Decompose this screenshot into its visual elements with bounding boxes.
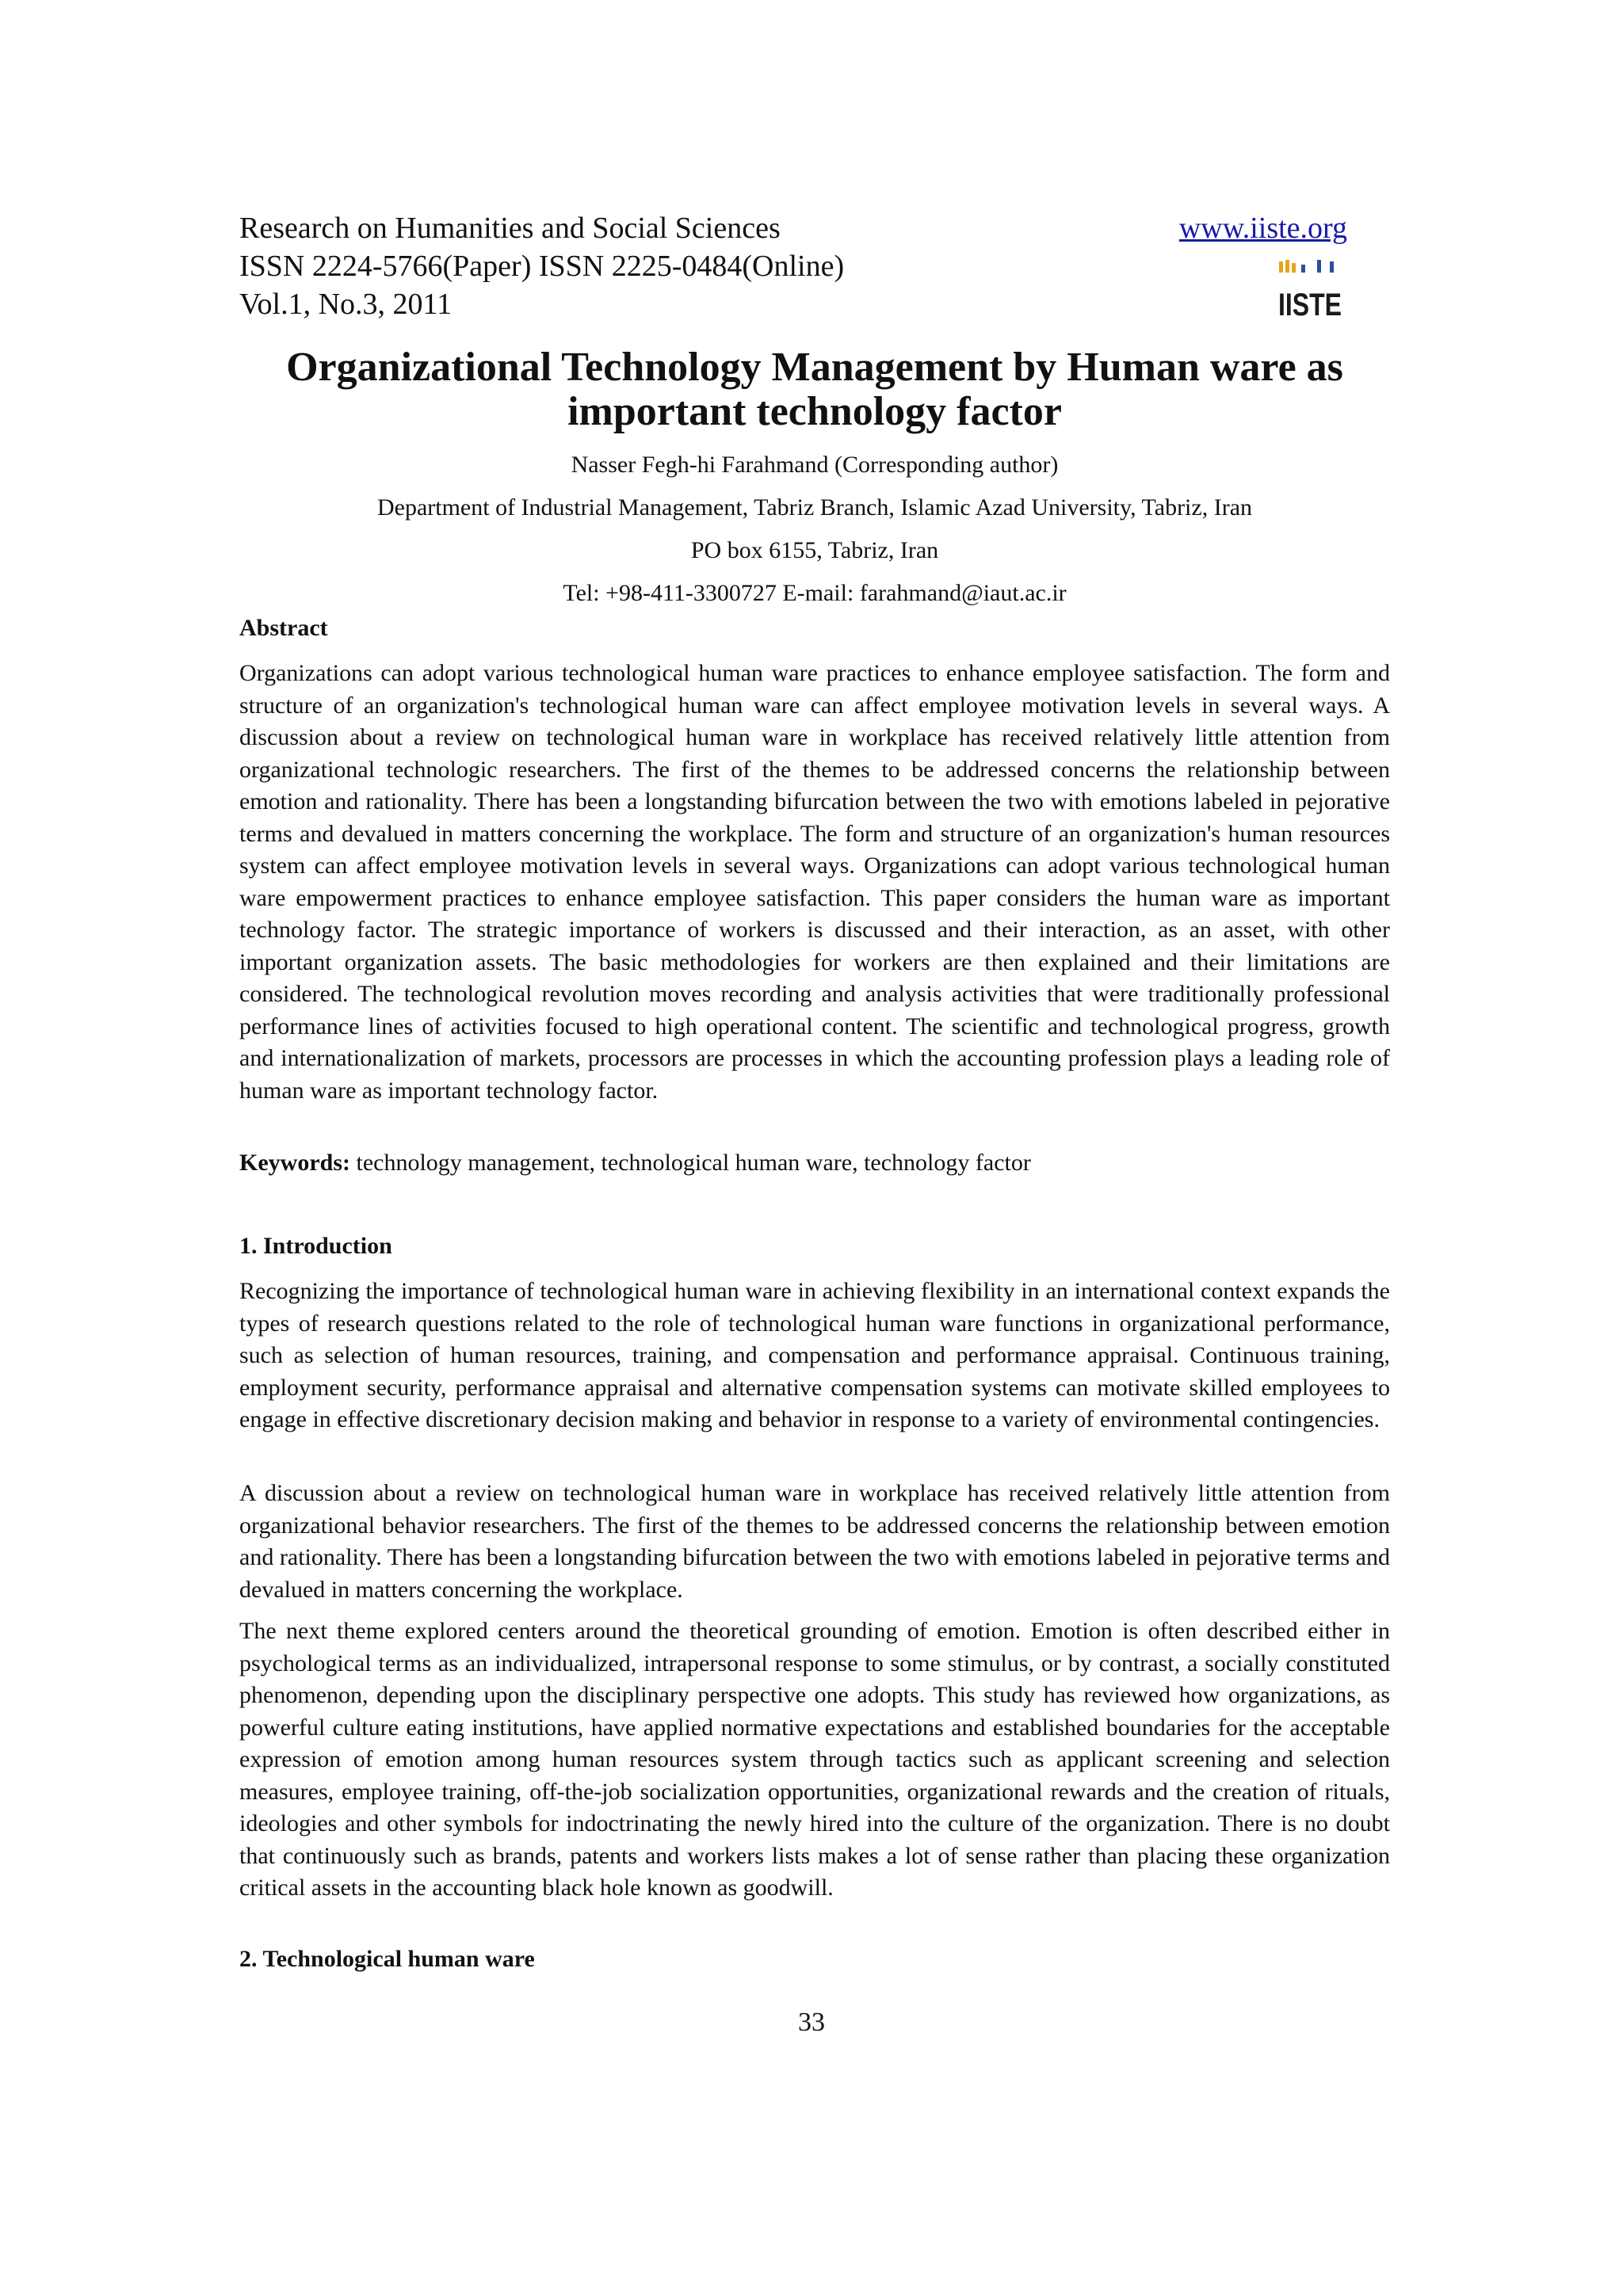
author-contact: Tel: +98-411-3300727 E-mail: farahmand@iaut.ac.ir xyxy=(563,580,1067,606)
author-address: PO box 6155, Tabriz, Iran xyxy=(690,537,939,563)
author-block xyxy=(239,444,1390,615)
journal-issn: ISSN 2224-5766(Paper) ISSN 2225-0484(Online) xyxy=(239,250,845,283)
introduction-heading: 1. Introduction xyxy=(239,1233,392,1259)
logo-text: IISTE xyxy=(1278,288,1342,322)
abstract-paragraph: Organizations can adopt various technological human ware practices to enhance employee satisfaction. The form and structure of an organization's technological human ware can affect employee motivation levels in several ways. A discussion about a review on technological human ware in workplace has received relatively little attention from organizational technologic researchers. The first of the themes to be addressed concerns the relationship between emotion and rationality. There has been a longstanding bifurcation between the two with emotions labeled in pejorative terms and devalued in matters concerning the workplace. The form and structure of an organization's human resources system can affect employee motivation levels in several ways. Organizations can adopt various technological human ware empowerment practices to enhance employee satisfaction. This paper considers the human ware as important technology factor. The strategic importance of workers is discussed and their interaction, as an asset, with other important organization assets. The basic methodologies for workers are then explained and their limitations are considered. The technological revolution moves recording and analysis activities that were traditionally professional performance lines of activities focused to high operational content. The scientific and technological progress, growth and internationalization of markets, processors are processes in which the accounting profession plays a leading role of human ware as important technology factor. xyxy=(239,660,1390,1104)
logo-bar-3 xyxy=(1292,263,1296,273)
logo-bar-1 xyxy=(1279,261,1283,273)
journal-name: Research on Humanities and Social Sciences xyxy=(239,212,781,245)
logo-bar-2 xyxy=(1285,260,1289,273)
paper-title xyxy=(239,345,1390,434)
paragraph-text: The next theme explored centers around the theoretical grounding of emotion. Emotion is often described either in psychological terms as an individualized, intrapersonal response to some stimulus, or by contrast, a socially constituted phenomenon, depending upon the disciplinary perspective one adopts. This study has reviewed how organizations, as powerful culture eating institutions, have applied normative expectations and established boundaries for the acceptable expression of emotion among human resources system through tactics such as applicant screening and selection measures, employee training, off-the-job socialization opportunities, organizational rewards and the creation of rituals, ideologies and other symbols for indoctrinating the newly hired into the culture of the organization. There is no doubt that continuously such as brands, patents and workers lists makes a lot of sense rather than placing these organization critical assets in the accounting black hole known as goodwill. xyxy=(239,1618,1390,1901)
keywords-text: technology management, technological human ware, technology factor xyxy=(349,1150,1031,1176)
introduction-paragraph-3 xyxy=(239,1615,1390,1905)
author-name: Nasser Fegh-hi Farahmand (Corresponding author) xyxy=(571,452,1059,478)
title-line-1: Organizational Technology Management by Human ware as xyxy=(286,345,1343,390)
paragraph-text: Recognizing the importance of technological human ware in achieving flexibility in an international context expands the types of research questions related to the role of technological human ware functions in organizational performance, such as selection of human resources, training, and compensation and performance appraisal. Continuous training, employment security, performance appraisal and alternative compensation systems can motivate skilled employees to engage in effective discretionary decision making and behavior in response to a variety of environmental contingencies. xyxy=(239,1278,1390,1432)
keywords-line xyxy=(239,1147,1031,1179)
journal-header xyxy=(239,209,844,323)
paragraph-text: A discussion about a review on technological human ware in workplace has received relatively little attention from organizational behavior researchers. The first of the themes to be addressed concerns the relationship between emotion and rationality. There has been a longstanding bifurcation between the two with emotions labeled in pejorative terms and devalued in matters concerning the workplace. xyxy=(239,1480,1390,1603)
author-department: Department of Industrial Management, Tabriz Branch, Islamic Azad University, Tabriz, Iran xyxy=(376,494,1253,521)
section-2-heading: 2. Technological human ware xyxy=(239,1946,535,1972)
title-line-2: important technology factor xyxy=(567,389,1062,434)
abstract-heading: Abstract xyxy=(239,615,328,641)
introduction-paragraph-1 xyxy=(239,1276,1390,1436)
keywords-label: Keywords: xyxy=(239,1150,350,1176)
abstract-text xyxy=(239,658,1390,1107)
logo-bar-5 xyxy=(1317,260,1321,273)
website-link[interactable]: www.iiste.org xyxy=(1178,212,1347,245)
logo-bar-6 xyxy=(1330,261,1334,273)
journal-volume: Vol.1, No.3, 2011 xyxy=(239,288,453,321)
logo-bar-4 xyxy=(1301,265,1305,273)
page-number: 33 xyxy=(798,2008,825,2037)
journal-website xyxy=(1109,209,1347,247)
introduction-paragraph-2 xyxy=(239,1478,1390,1606)
iiste-logo xyxy=(1277,258,1342,322)
